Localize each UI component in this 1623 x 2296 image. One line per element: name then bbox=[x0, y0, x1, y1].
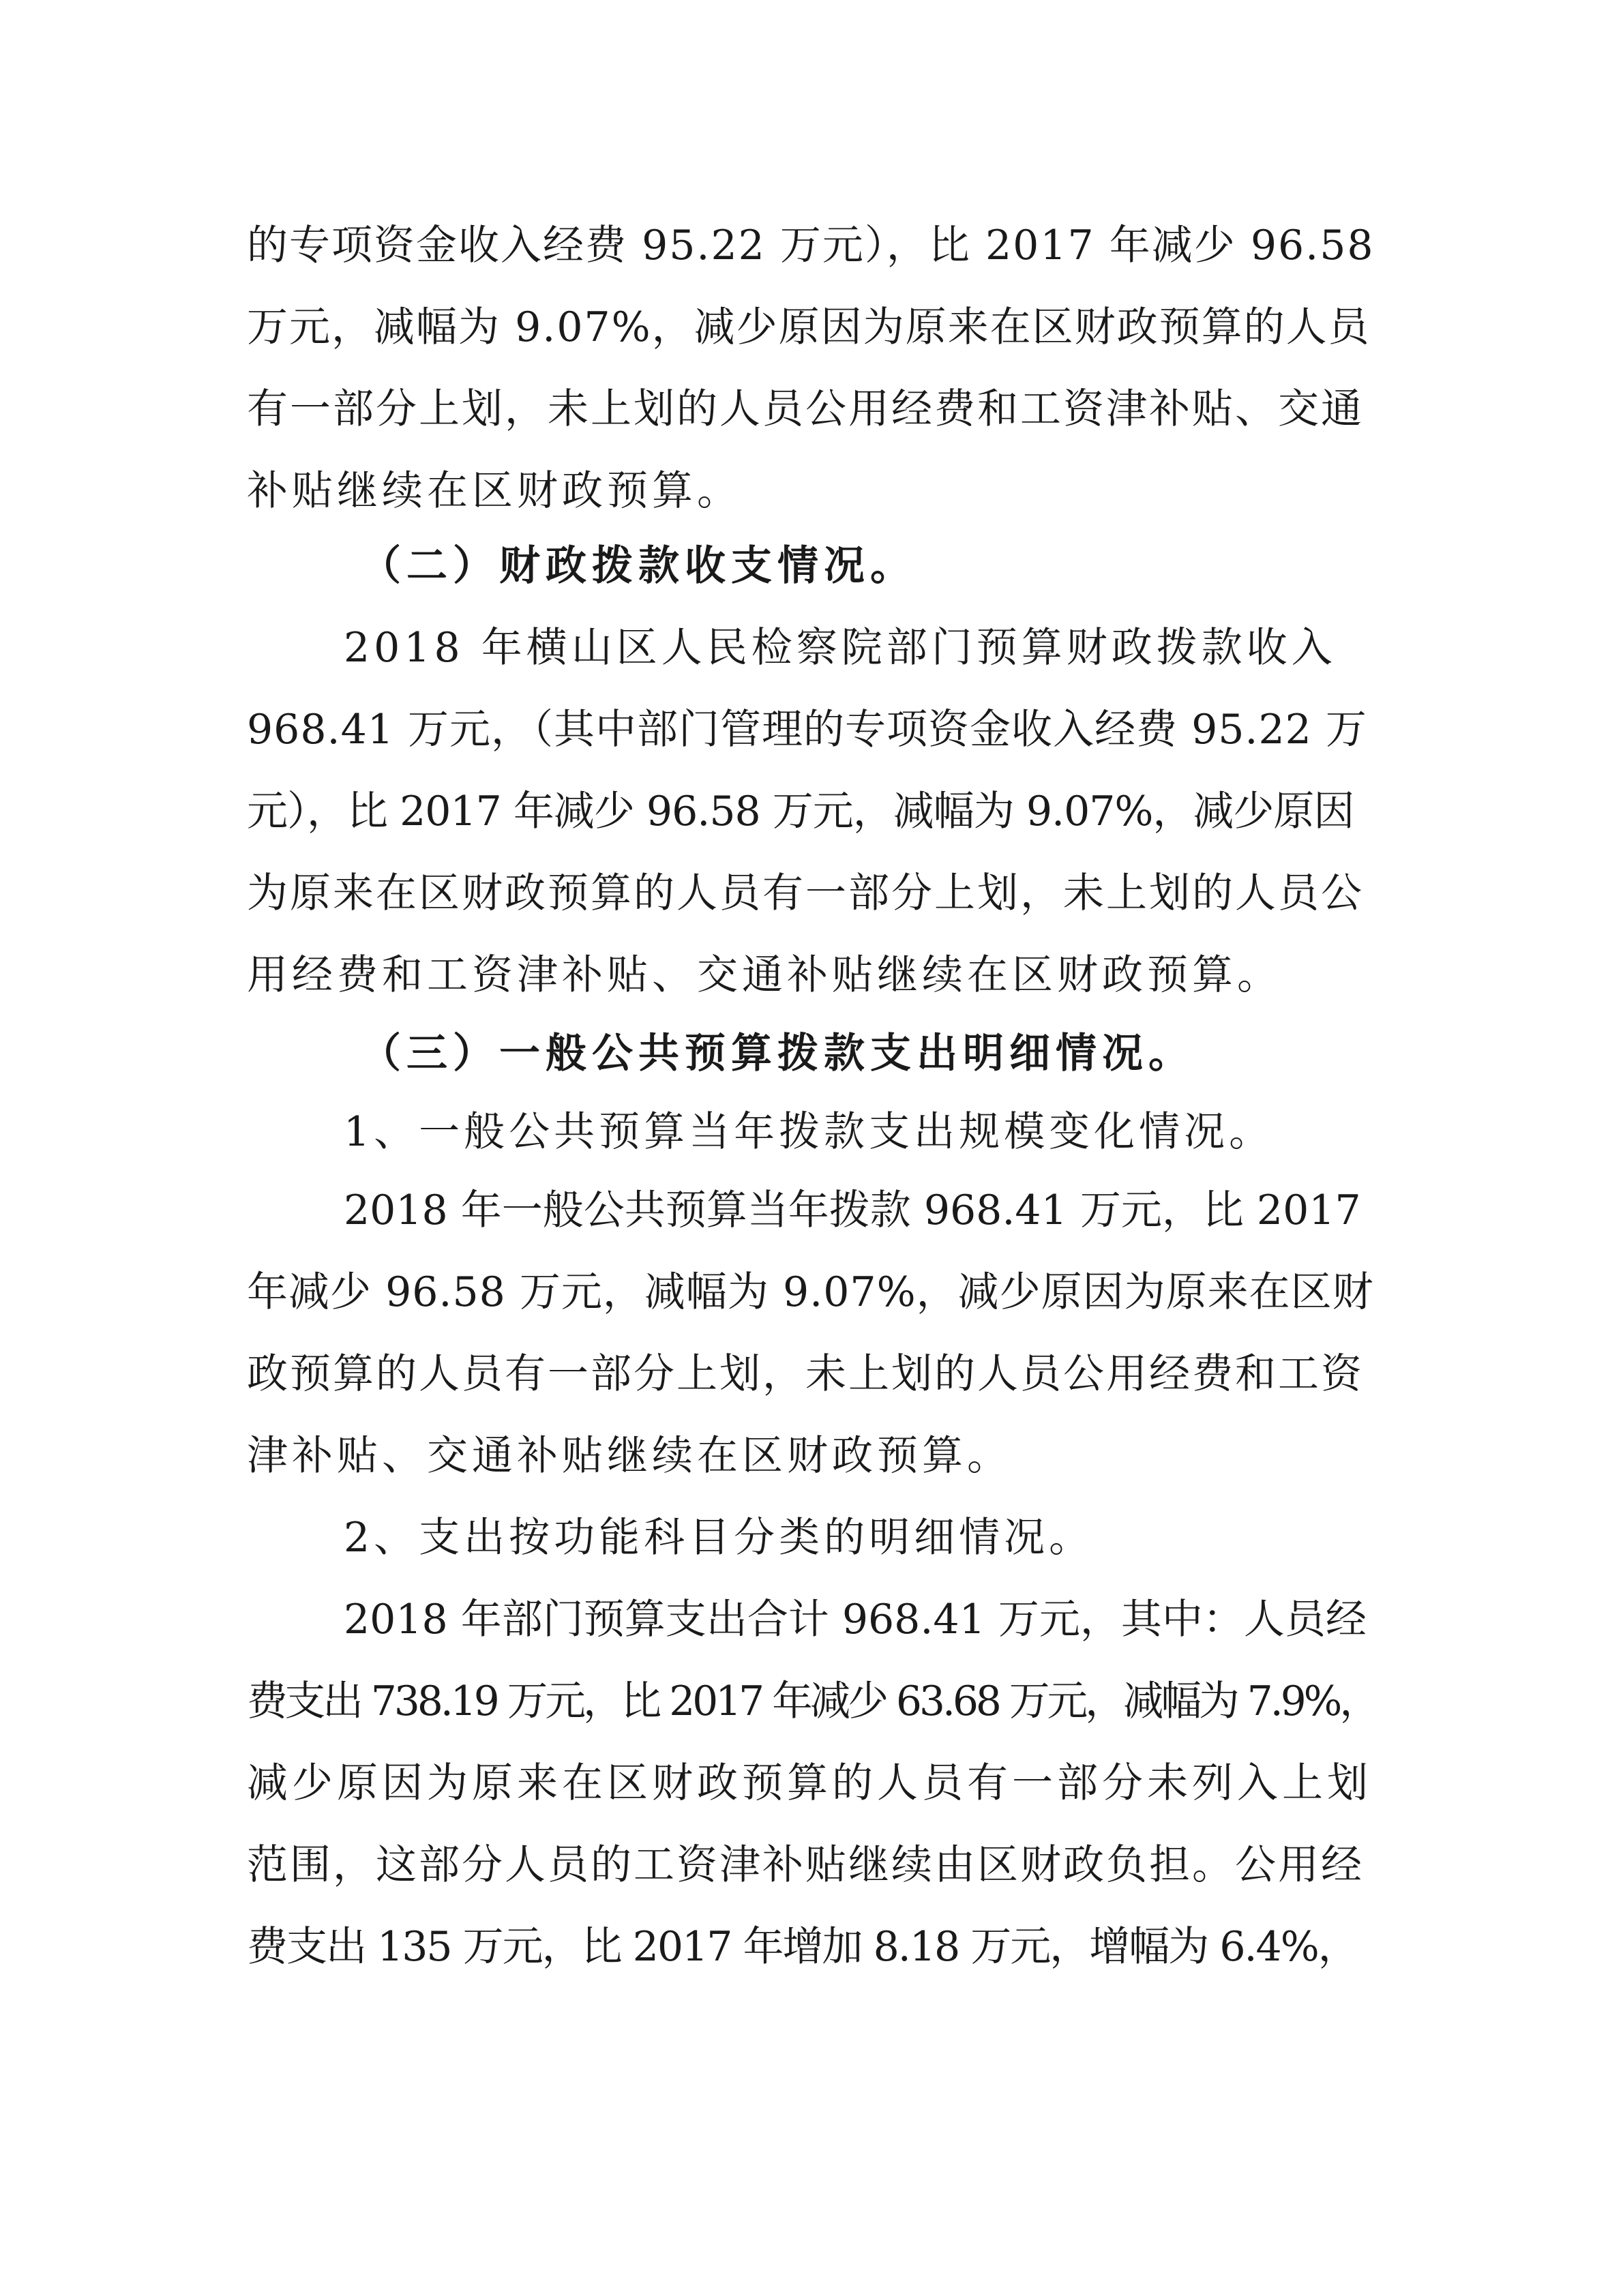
body-text-line: 年减少 96.58 万元，减幅为 9.07%，减少原因为原来在区财 bbox=[247, 1268, 1374, 1316]
body-text-line: 减少原因为原来在区财政预算的人员有一部分未列入上划 bbox=[247, 1759, 1372, 1807]
body-text-line: 费支出 135 万元，比 2017 年增加 8.18 万元，增幅为 6.4%， bbox=[247, 1923, 1358, 1971]
section-heading: （三）一般公共预算拨款支出明细情况。 bbox=[360, 1030, 1195, 1077]
body-text-line: 2018 年一般公共预算当年拨款 968.41 万元，比 2017 bbox=[344, 1187, 1361, 1234]
body-text-line: 的专项资金收入经费 95.22 万元），比 2017 年减少 96.58 bbox=[247, 222, 1375, 269]
subsection-heading: 2、支出按功能科目分类的明细情况。 bbox=[344, 1514, 1095, 1562]
body-text-line: 用经费和工资津补贴、交通补贴继续在区财政预算。 bbox=[247, 951, 1282, 999]
subsection-heading: 1、一般公共预算当年拨款支出规模变化情况。 bbox=[344, 1108, 1275, 1156]
body-text-line: 万元，减幅为 9.07%，减少原因为原来在区财政预算的人员 bbox=[247, 303, 1371, 351]
body-text-line: 范围，这部分人员的工资津补贴继续由区财政负担。公用经 bbox=[247, 1841, 1364, 1889]
body-text-line: 968.41 万元，（其中部门管理的专项资金收入经费 95.22 万 bbox=[247, 706, 1367, 754]
body-text-line: 补贴继续在区财政预算。 bbox=[247, 467, 742, 515]
body-text-line: 有一部分上划，未上划的人员公用经费和工资津补贴、交通 bbox=[247, 385, 1364, 433]
body-text-line: 津补贴、交通补贴继续在区财政预算。 bbox=[247, 1432, 1012, 1480]
body-text-line: 元），比 2017 年减少 96.58 万元，减幅为 9.07%，减少原因 bbox=[247, 788, 1354, 835]
body-text-line: 政预算的人员有一部分上划，未上划的人员公用经费和工资 bbox=[247, 1350, 1364, 1398]
body-text-line: 费支出 738.19 万元，比 2017 年减少 63.68 万元，减幅为 7.9%， bbox=[247, 1678, 1378, 1725]
body-text-line: 2018 年部门预算支出合计 968.41 万元，其中：人员经 bbox=[344, 1596, 1367, 1643]
section-heading: （二）财政拨款收支情况。 bbox=[360, 542, 917, 590]
body-text-line: 为原来在区财政预算的人员有一部分上划，未上划的人员公 bbox=[247, 869, 1364, 917]
body-text-line: 2018 年横山区人民检察院部门预算财政拨款收入 bbox=[344, 624, 1337, 672]
